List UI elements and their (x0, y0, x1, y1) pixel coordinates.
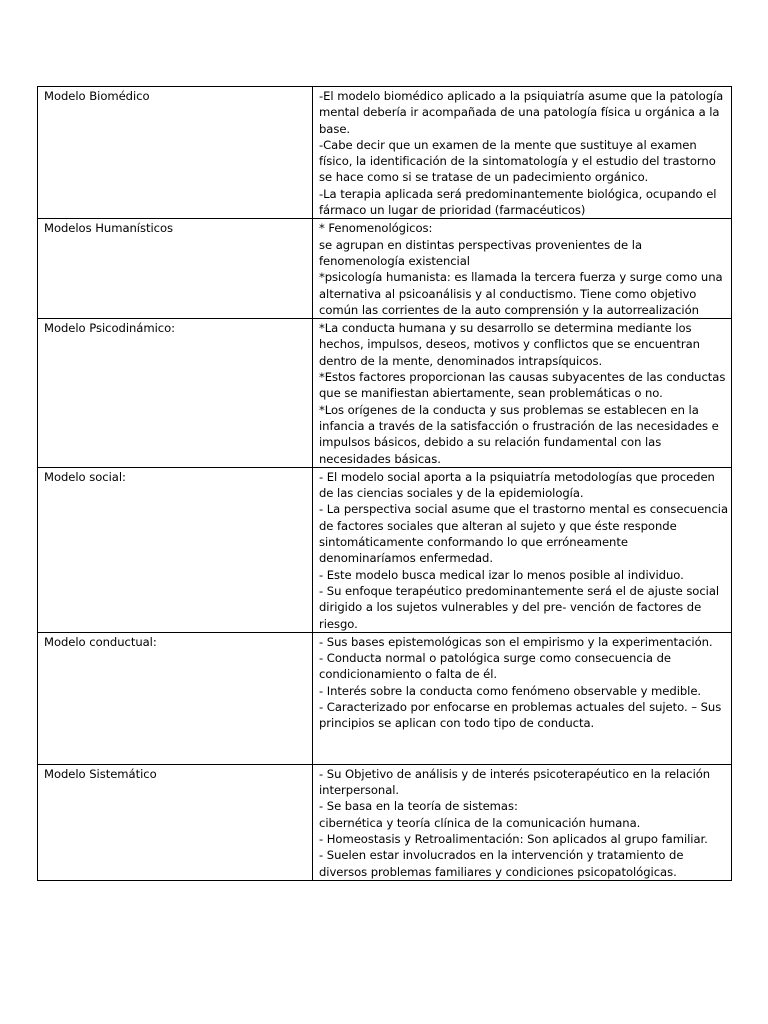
description-line: dirigido a los sujetos vulnerables y del pre- vención de factores de (319, 600, 702, 615)
description-line: -La terapia aplicada será predominantemente biológica, ocupando el (319, 186, 717, 201)
description-line: denominaríamos enfermedad. (319, 551, 493, 566)
model-name-cell (38, 632, 313, 764)
model-name-cell (38, 764, 313, 880)
model-name: Modelo conductual: (44, 634, 157, 649)
description-line: cibernética y teoría clínica de la comunicación humana. (319, 815, 641, 830)
description-line: dentro de la mente, denominados intrapsíquicos. (319, 353, 603, 368)
model-description-cell (313, 764, 732, 880)
description-line: infancia a través de la satisfacción o frustración de las necesidades e (319, 418, 719, 433)
model-name: Modelo Psicodinámico: (44, 321, 175, 336)
description-line: base. (319, 121, 351, 136)
description-line: común las corrientes de la auto comprensión y la autorrealización (319, 302, 699, 317)
description-line: - Interés sobre la conducta como fenómeno observable y medible. (319, 683, 702, 698)
model-name-cell (38, 87, 313, 219)
model-name: Modelos Humanísticos (44, 221, 173, 236)
description-line: interpersonal. (319, 783, 400, 798)
description-line: - Caracterizado por enfocarse en problemas actuales del sujeto. – Sus (319, 699, 722, 714)
description-line: - El modelo social aporta a la psiquiatría metodologías que proceden (319, 469, 715, 484)
model-name-cell (38, 319, 313, 468)
description-line: alternativa al psicoanálisis y al conductismo. Tiene como objetivo (319, 286, 697, 301)
description-line: de factores sociales que alteran al sujeto y que éste responde (319, 518, 677, 533)
description-line: - Este modelo busca medical izar lo menos posible al individuo. (319, 567, 684, 582)
table-row-conductual (38, 632, 732, 764)
model-name: Modelo Sistemático (44, 766, 157, 781)
description-line: *La conducta humana y su desarrollo se determina mediante los (319, 321, 692, 336)
table-row-humanisticos (38, 219, 732, 319)
description-line: - Homeostasis y Retroalimentación: Son aplicados al grupo familiar. (319, 831, 708, 846)
description-line: impulsos básicos, debido a su relación fundamental con las (319, 435, 662, 450)
table-row-sistematico (38, 764, 732, 880)
description-line: principios se aplican con todo tipo de conducta. (319, 716, 595, 731)
table-row-social (38, 467, 732, 632)
description-line: *Los orígenes de la conducta y sus problemas se establecen en la (319, 402, 699, 417)
description-line: *psicología humanista: es llamada la tercera fuerza y surge como una (319, 270, 723, 285)
table-row-biomedico (38, 87, 732, 219)
description-line: - Se basa en la teoría de sistemas: (319, 799, 518, 814)
description-line: diversos problemas familiares y condiciones psicopatológicas. (319, 864, 677, 879)
description-line: fenomenología existencial (319, 253, 470, 268)
description-line: - Conducta normal o patológica surge como consecuencia de (319, 651, 671, 666)
model-name-cell (38, 467, 313, 632)
description-line: *Estos factores proporcionan las causas subyacentes de las conductas (319, 370, 726, 385)
description-line: hechos, impulsos, deseos, motivos y conflictos que se encuentran (319, 337, 700, 352)
description-line: necesidades básicas. (319, 451, 441, 466)
description-line: -El modelo biomédico aplicado a la psiquiatría asume que la patología (319, 89, 724, 103)
description-line: se agrupan en distintas perspectivas provenientes de la (319, 237, 643, 252)
description-line: * Fenomenológicos: (319, 221, 433, 236)
description-line: - Suelen estar involucrados en la intervención y tratamiento de (319, 848, 684, 863)
model-name: Modelo Biomédico (44, 89, 150, 103)
description-line: físico, la identificación de la sintomatología y el estudio del trastorno (319, 154, 716, 169)
description-line: sintomáticamente conformando lo que erróneamente (319, 535, 628, 550)
model-description-cell (313, 87, 732, 219)
description-line: - Sus bases epistemológicas son el empirismo y la experimentación. (319, 634, 713, 649)
model-name-cell (38, 219, 313, 319)
description-line: - La perspectiva social asume que el trastorno mental es consecuencia (319, 502, 729, 517)
description-line: condicionamiento o falta de él. (319, 667, 498, 682)
description-line: mental debería ir acompañada de una patología física u orgánica a la (319, 105, 720, 120)
table-row-psicodinamico (38, 319, 732, 468)
description-line: fármaco un lugar de prioridad (farmacéuticos) (319, 203, 586, 218)
description-line: que se manifiestan abiertamente, sean problemáticas o no. (319, 386, 663, 401)
description-line: de las ciencias sociales y de la epidemiología. (319, 486, 584, 501)
model-description-cell (313, 219, 732, 319)
description-line: -Cabe decir que un examen de la mente que sustituye al examen (319, 137, 697, 152)
model-description-cell (313, 632, 732, 764)
model-description-cell (313, 467, 732, 632)
description-line: se hace como si se tratase de un padecimiento orgánico. (319, 170, 649, 185)
description-line: riesgo. (319, 616, 358, 631)
description-line: - Su Objetivo de análisis y de interés psicoterapéutico en la relación (319, 766, 711, 781)
models-table (37, 86, 732, 881)
model-description-cell (313, 319, 732, 468)
model-name: Modelo social: (44, 469, 126, 484)
description-line: - Su enfoque terapéutico predominantemente será el de ajuste social (319, 583, 720, 598)
